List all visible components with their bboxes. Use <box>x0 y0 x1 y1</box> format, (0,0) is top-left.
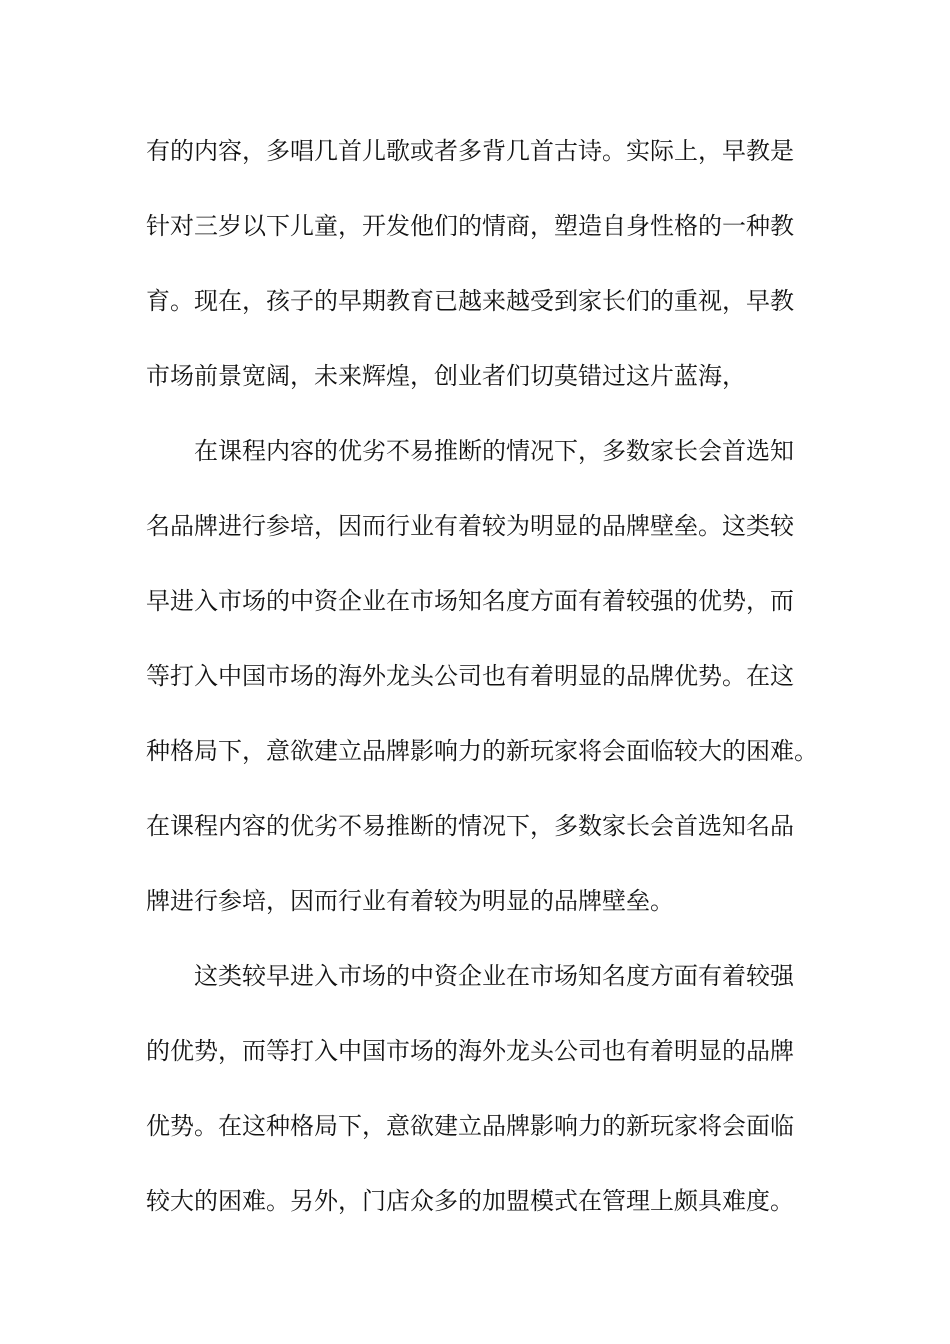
text-line: 优势。在这种格局下，意欲建立品牌影响力的新玩家将会面临 <box>146 1112 794 1140</box>
text-line: 市场前景宽阔，未来辉煌，创业者们切莫错过这片蓝海， <box>146 362 746 390</box>
paragraph-first-line: 这类较早进入市场的中资企业在市场知名度方面有着较强 <box>194 962 794 990</box>
text-line: 牌进行参培，因而行业有着较为明显的品牌壁垒。 <box>146 887 674 915</box>
text-line: 在课程内容的优劣不易推断的情况下，多数家长会首选知名品 <box>146 812 794 840</box>
text-line: 育。现在，孩子的早期教育已越来越受到家长们的重视，早教 <box>146 287 794 315</box>
text-line: 有的内容，多唱几首儿歌或者多背几首古诗。实际上，早教是 <box>146 137 794 165</box>
text-line: 早进入市场的中资企业在市场知名度方面有着较强的优势，而 <box>146 587 794 615</box>
text-line: 较大的困难。另外，门店众多的加盟模式在管理上颇具难度。 <box>146 1187 794 1215</box>
text-line: 种格局下，意欲建立品牌影响力的新玩家将会面临较大的困难。 <box>146 737 818 765</box>
text-line: 的优势，而等打入中国市场的海外龙头公司也有着明显的品牌 <box>146 1037 794 1065</box>
text-line: 名品牌进行参培，因而行业有着较为明显的品牌壁垒。这类较 <box>146 512 794 540</box>
paragraph-first-line: 在课程内容的优劣不易推断的情况下，多数家长会首选知 <box>194 437 794 465</box>
text-line: 针对三岁以下儿童，开发他们的情商，塑造自身性格的一种教 <box>146 212 794 240</box>
text-line: 等打入中国市场的海外龙头公司也有着明显的品牌优势。在这 <box>146 662 794 690</box>
